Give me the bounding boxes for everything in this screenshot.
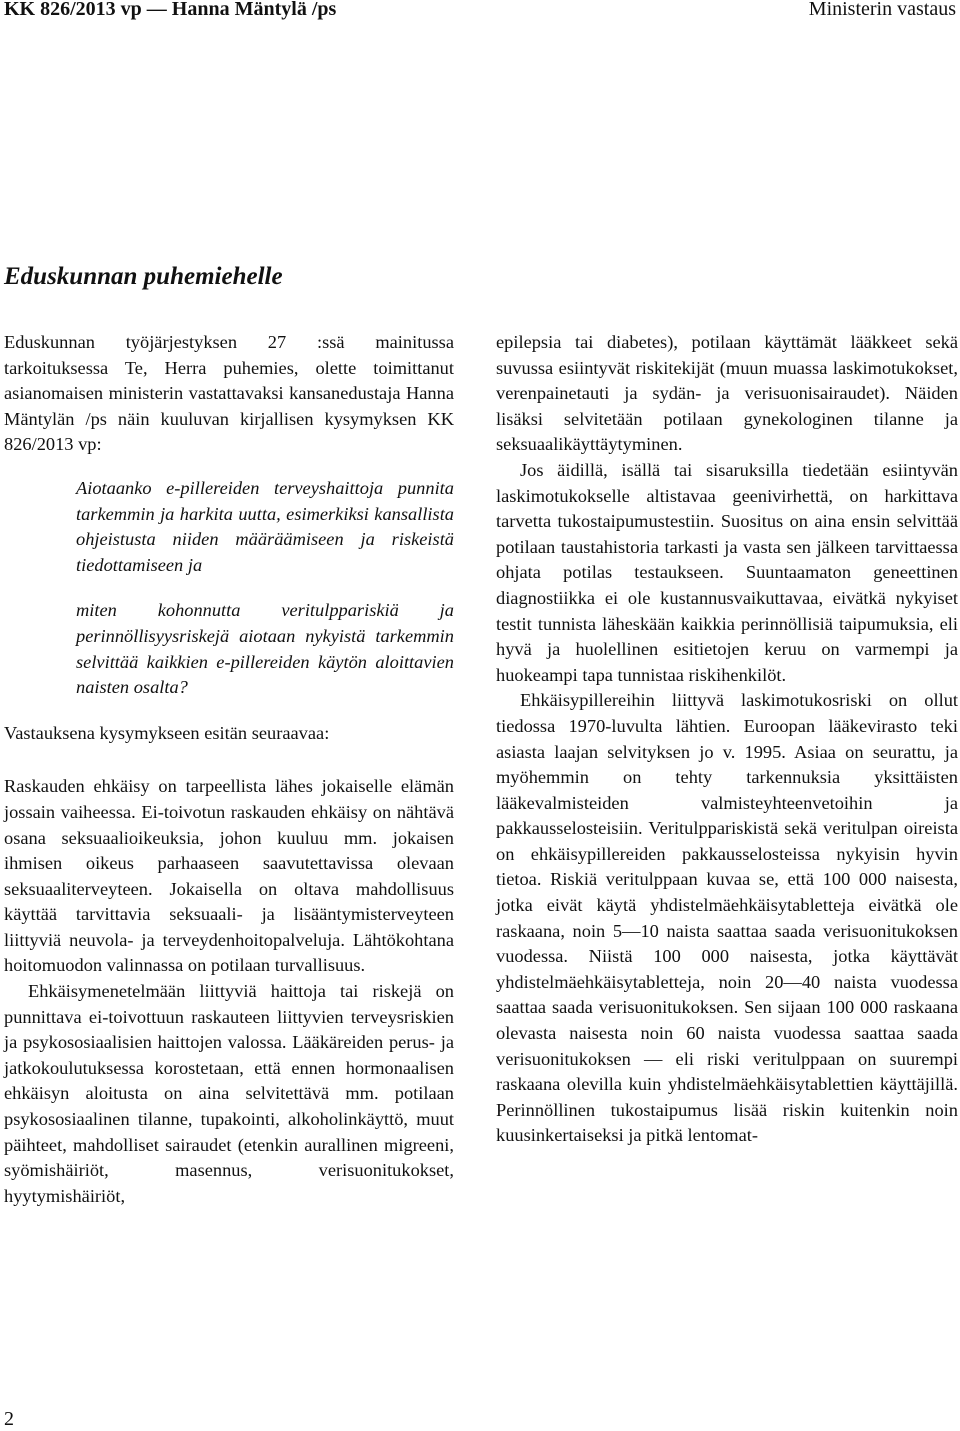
answer-paragraph-3: epilepsia tai diabetes), potilaan käyttämät lääkkeet sekä suvussa esiintyvät riskitekijät (muun muassa laskimotukokset, verenpainetauti ja sydän- ja verisuonisairaudet). Näiden lisäksi selvitetään potilaan gynekologinen tilanne ja seksuaalikäyttäytyminen. — [496, 332, 958, 455]
right-column — [496, 330, 958, 1149]
intro-paragraph: Eduskunnan työjärjestyksen 27 :ssä mainitussa tarkoituksessa Te, Herra puhemies, olette toimittanut asianomaisen ministerin vastattavaksi kansanedustaja Hanna Mäntylän /ps näin kuuluvan kirjallisen kysymyksen KK 826/2013 vp: — [4, 332, 454, 455]
left-column — [4, 330, 454, 1209]
page-number: 2 — [4, 1408, 14, 1430]
document-header-section: Ministerin vastaus — [808, 0, 956, 20]
answer-paragraph-5: Ehkäisypillereihin liittyvä laskimotukosriski on ollut tiedossa 1970-luvulta lähtien. Euroopan lääkevirasto teki asiasta laajan selvityksen jo v. 1995. Asiaa on seurattu, ja myöhemmin on tehty tarkennuksia yksittäisten lääkevalmisteiden valmisteyhteenvetoihin ja pakkausselosteisiin. Veritulppariskistä sekä veritulpan oireista on ehkäisypillereiden pakkausselosteissa nykyisin hyvin tietoa. Riskiä veritulppaan kuvaa se, että 100 000 naisesta, jotka eivät käytä yhdistelmäehkäisytabletteja eivätkä ole raskaana, noin 5—10 naista saattaa saada verisuonitukoksen vuodessa. Niistä 100 000 naisesta, jotka käyttävät yhdistelmäehkäisytabletteja, noin 20—40 naista vuodessa saattaa saada verisuonitukoksen. Sen sijaan 100 000 raskaana olevasta naisesta noin 60 naista vuodessa saattaa saada verisuonitukoksen — eli riski veritulppaan on suurempi raskaana olevilla kuin yhdistelmäehkäisytablettien käyttäjillä. Perinnöllinen tukostaipumus lisää riskin kuitenkin noin kuusinkertaiseksi ja pitkä lentomat- — [496, 690, 958, 1146]
answer-paragraph-1: Raskauden ehkäisy on tarpeellista lähes jokaiselle elämän jossain vaiheessa. Ei-toivotun raskauden ehkäisy on nähtävä osana seksuaalioikeuksia, johon kuuluu mm. jokaisen ihmisen oikeus parhaaseen saavutettavissa olevaan seksuaaliterveyteen. Jokaisella on oltava mahdollisuus käyttää tarvittavia seksuaali- ja lisääntymisterveyteen liittyviä neuvola- ja terveydenhoitopalveluja. Lähtökohtana hoitomuodon valinnassa on potilaan turvallisuus. — [4, 776, 454, 976]
question-1: Aiotaanko e-pillereiden terveyshaittoja punnita tarkemmin ja harkita uutta, esimerkiksi kansallista ohjeistusta niiden määräämiseen ja riskeistä tiedottamiseen ja — [76, 477, 454, 575]
question-2: miten kohonnutta veritulppariskiä ja perinnöllisyysriskejä aiotaan nykyistä tarkemmin selvittää kaikkien e-pillereiden käytön aloittavien naisten osalta? — [76, 600, 454, 698]
answer-intro: Vastauksena kysymykseen esitän seuraavaa: — [4, 722, 330, 743]
document-header-reference: KK 826/2013 vp — Hanna Mäntylä /ps — [4, 0, 337, 20]
answer-paragraph-4: Jos äidillä, isällä tai sisaruksilla tiedetään esiintyvän laskimotukokselle altistavaa geenivirhettä, on harkittava tarvetta tukostaipumustestiin. Suositus on aina ensin selvittää potilaan taustahistoria tarkasti ja vasta sen jälkeen tarvittaessa ohjata potilas testaukseen. Suuntaamaton geneettinen diagnostiikka ei ole kustannusvaikuttavaa, eivätkä nykyiset testit tunnista läheskään kaikkia perinnöllisiä taipumuksia, eli hyvä ja huolellinen esitietojen keruu on varmempi ja huokeampi tapa tunnistaa riskihenkilöt. — [496, 459, 958, 685]
answer-paragraph-2: Ehkäisymenetelmään liittyviä haittoja tai riskejä on punnittava ei-toivottuun raskauteen liittyvien terveysriskien ja psykososiaalisien haittojen valossa. Lääkäreiden perus- ja jatkokoulutuksessa korostetaan, että ennen hormonaalisen ehkäisyn aloitusta on aina selvitettävä mm. potilaan psykososiaalinen tilanne, tupakointi, alkoholinkäyttö, muut päihteet, mahdolliset sairaudet (etenkin aurallinen migreeni, syömishäiriöt, masennus, verisuonitukokset, hyytymishäiriöt, — [4, 981, 454, 1206]
page-title: Eduskunnan puhemiehelle — [4, 263, 283, 290]
